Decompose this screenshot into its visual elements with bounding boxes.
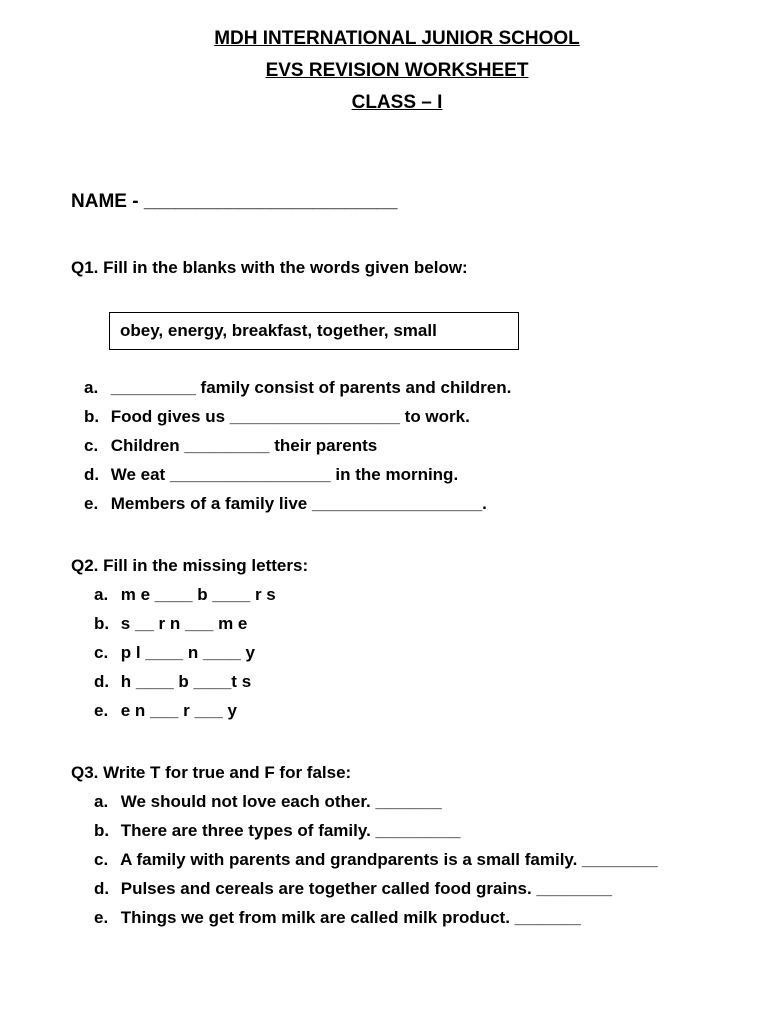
q3-item-c	[94, 850, 658, 870]
q3-prompt: Q3. Write T for true and F for false:	[71, 763, 352, 782]
item-text: Children _________ their parents	[110, 436, 378, 455]
item-marker: d.	[94, 879, 110, 898]
item-marker: e.	[94, 701, 109, 720]
item-text: m e ____ b ____ r s	[120, 585, 276, 604]
item-text: A family with parents and grandparents is a small family. ________	[120, 850, 658, 869]
item-marker: e.	[94, 908, 109, 927]
item-marker: a.	[84, 378, 99, 397]
word-bank-box	[109, 312, 519, 350]
item-text: Pulses and cereals are together called food grains. ________	[120, 879, 613, 898]
school-name: MDH INTERNATIONAL JUNIOR SCHOOL	[214, 28, 580, 49]
item-text: Food gives us __________________ to work.	[110, 407, 470, 426]
q2-item-a	[94, 585, 276, 605]
item-text: We should not love each other. _______	[120, 792, 442, 811]
q3-item-d	[94, 879, 612, 899]
item-marker: a.	[94, 585, 109, 604]
q3-item-e	[94, 908, 581, 928]
item-marker: d.	[84, 465, 100, 484]
q1-item-c	[84, 436, 377, 456]
item-text: s __ r n ___ m e	[120, 614, 248, 633]
item-marker: b.	[84, 407, 100, 426]
worksheet-title: EVS REVISION WORKSHEET	[265, 60, 529, 81]
item-marker: d.	[94, 672, 110, 691]
class-label: CLASS – I	[351, 92, 443, 113]
q1-prompt: Q1. Fill in the blanks with the words given below:	[71, 258, 468, 277]
q2-item-e	[94, 701, 237, 721]
word-bank-text: obey, energy, breakfast, together, small	[120, 321, 437, 340]
item-marker: e.	[84, 494, 99, 513]
q2-prompt: Q2. Fill in the missing letters:	[71, 556, 309, 575]
item-text: There are three types of family. _________	[120, 821, 461, 840]
item-marker: a.	[94, 792, 109, 811]
q1-item-a	[84, 378, 511, 398]
q2-item-d	[94, 672, 251, 692]
item-text: _________ family consist of parents and children.	[110, 378, 512, 397]
item-marker: b.	[94, 821, 110, 840]
q2-item-b	[94, 614, 247, 634]
item-text: p l ____ n ____ y	[120, 643, 255, 662]
q3-item-a	[94, 792, 442, 812]
item-text: e n ___ r ___ y	[120, 701, 237, 720]
item-text: We eat _________________ in the morning.	[110, 465, 459, 484]
q1-item-b	[84, 407, 470, 427]
q3-item-b	[94, 821, 461, 841]
item-text: Things we get from milk are called milk product. _______	[120, 908, 581, 927]
item-marker: b.	[94, 614, 110, 633]
item-marker: c.	[84, 436, 99, 455]
q1-item-d	[84, 465, 458, 485]
q1-item-e	[84, 494, 487, 514]
item-marker: c.	[94, 850, 109, 869]
item-marker: c.	[94, 643, 109, 662]
item-text: h ____ b ____t s	[120, 672, 252, 691]
item-text: Members of a family live __________________.	[110, 494, 487, 513]
name-field[interactable]: NAME - ________________________	[71, 191, 398, 212]
q2-item-c	[94, 643, 255, 663]
